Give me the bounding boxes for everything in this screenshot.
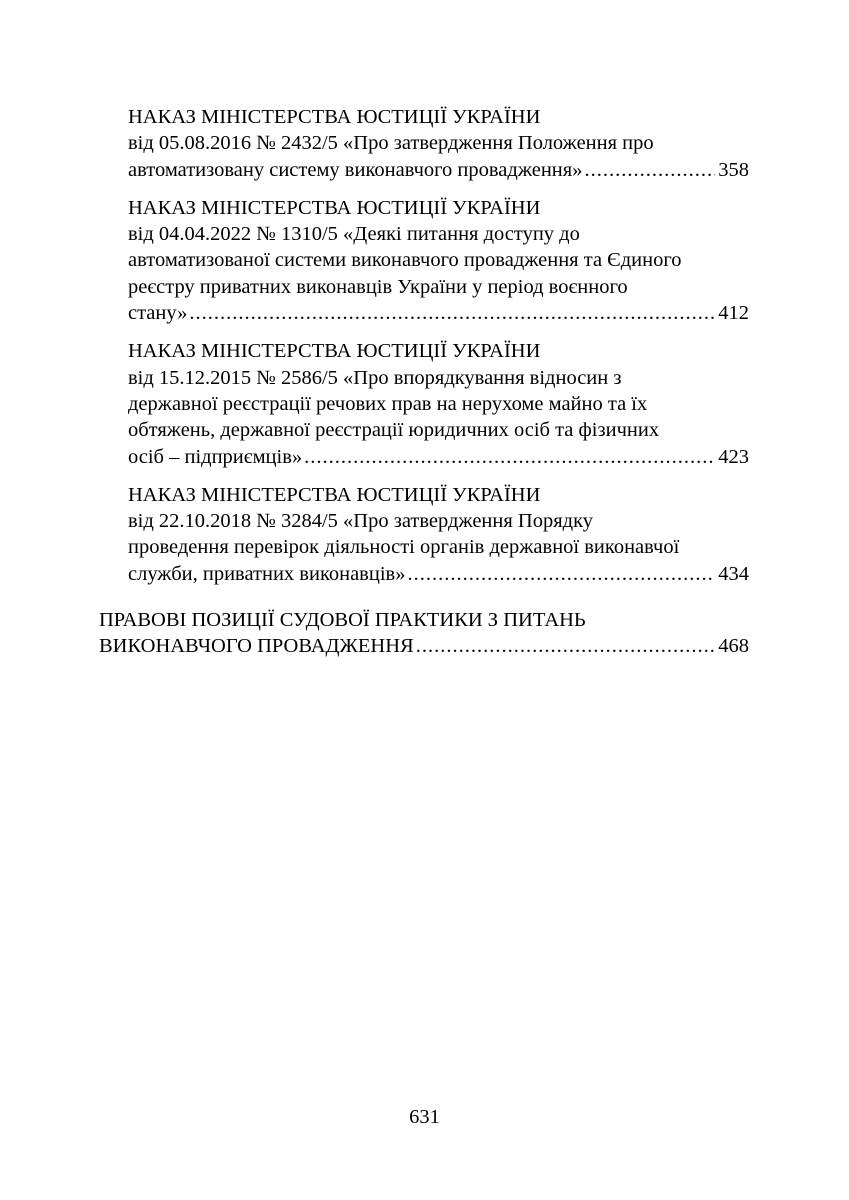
- dot-leader: [584, 157, 715, 183]
- dot-leader: [189, 300, 715, 326]
- toc-entry-line: від 04.04.2022 № 1310/5 «Деякі питання доступу до: [128, 223, 580, 246]
- toc-entry-last-line: [128, 300, 749, 326]
- page-number: 631: [409, 1106, 440, 1128]
- toc-entry-last-line: [128, 561, 749, 587]
- dot-leader: [407, 561, 715, 587]
- toc-page-number: 412: [718, 302, 749, 325]
- toc-page-number: 468: [718, 635, 749, 658]
- toc-entry-line: автоматизовану систему виконавчого провадження»: [128, 158, 583, 181]
- dot-leader: [304, 444, 715, 470]
- toc-entry-line: обтяжень, державної реєстрації юридичних осіб та фізичних: [128, 419, 660, 442]
- toc-entry-heading: НАКАЗ МІНІСТЕРСТВА ЮСТИЦІЇ УКРАЇНИ: [128, 340, 541, 363]
- toc-entry-last-line: [128, 444, 749, 470]
- toc-entry-line: автоматизованої системи виконавчого провадження та Єдиного: [128, 249, 682, 272]
- toc-entry-line: проведення перевірок діяльності органів державної виконавчої: [128, 536, 680, 559]
- toc-page-number: 434: [718, 562, 749, 585]
- dot-leader: [416, 633, 716, 659]
- toc-entry-heading: НАКАЗ МІНІСТЕРСТВА ЮСТИЦІЇ УКРАЇНИ: [128, 483, 541, 506]
- toc-entry-line: від 15.12.2015 № 2586/5 «Про впорядкування відносин з: [128, 366, 622, 389]
- toc-section[interactable]: [99, 607, 749, 660]
- toc-entry-line: реєстру приватних виконавців України у період воєнного: [128, 275, 628, 298]
- toc-section-last-line: [99, 633, 749, 659]
- toc-entry[interactable]: [128, 195, 749, 326]
- toc-entry[interactable]: [128, 482, 749, 587]
- toc-entry-line: від 05.08.2016 № 2432/5 «Про затвердження Положення про: [128, 132, 654, 155]
- toc-section-title: ВИКОНАВЧОГО ПРОВАДЖЕННЯ: [99, 635, 414, 658]
- toc-entry-heading: НАКАЗ МІНІСТЕРСТВА ЮСТИЦІЇ УКРАЇНИ: [128, 106, 541, 128]
- toc-entry[interactable]: [128, 338, 749, 469]
- toc-page-number: 423: [718, 445, 749, 468]
- toc-entry-line: служби, приватних виконавців»: [128, 562, 406, 585]
- table-of-contents: [0, 104, 849, 672]
- toc-entry[interactable]: [128, 104, 749, 183]
- toc-entry-heading: НАКАЗ МІНІСТЕРСТВА ЮСТИЦІЇ УКРАЇНИ: [128, 196, 541, 219]
- toc-section-title: ПРАВОВІ ПОЗИЦІЇ СУДОВОЇ ПРАКТИКИ З ПИТАНЬ: [99, 609, 586, 632]
- toc-entry-line: державної реєстрації речових прав на нерухоме майно та їх: [128, 392, 648, 415]
- toc-page-number: 358: [718, 158, 749, 181]
- toc-entry-line: від 22.10.2018 № 3284/5 «Про затвердження Порядку: [128, 510, 594, 533]
- toc-entry-line: осіб – підприємців»: [128, 445, 303, 468]
- toc-entry-last-line: [128, 157, 749, 183]
- toc-entry-line: стану»: [128, 302, 188, 325]
